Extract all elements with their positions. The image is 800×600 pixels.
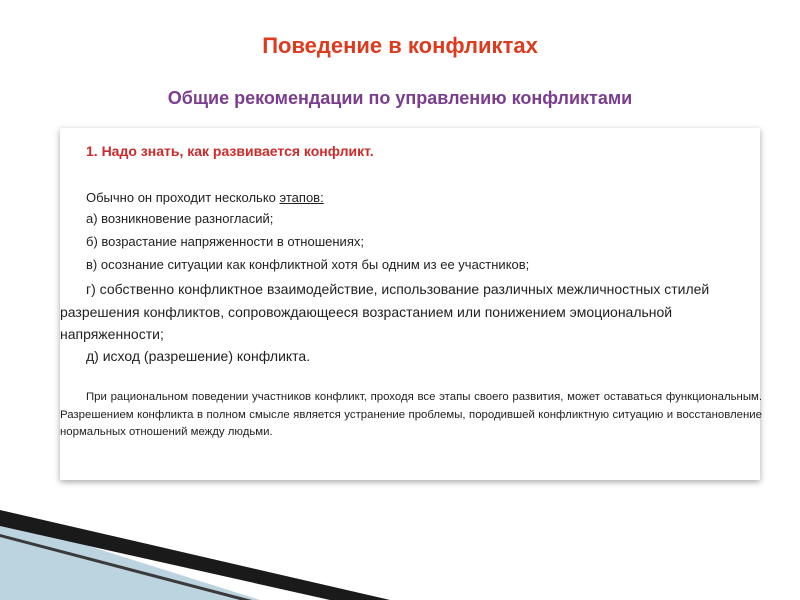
stage-e: д) исход (разрешение) конфликта. xyxy=(86,348,311,364)
stage-d: г) собственно конфликтное взаимодействие, использование различных межличностных стилей разрешения конфликтов, сопровождающееся возрастанием или понижением эмоциональной напряженности; xyxy=(60,281,710,342)
decorative-swoosh xyxy=(0,490,800,600)
conclusion-note: При рациональном поведении участников конфликт, проходя все этапы своего развития, может оставаться функциональным. Разрешением конфликта в полном смысле является устранение проблемы, породившей конфликтную ситуацию и восстановление нормальных отношений между людьми. xyxy=(60,391,762,438)
slide-subtitle: Общие рекомендации по управлению конфликтами xyxy=(167,88,633,108)
stage-b: б) возрастание напряженности в отношениях; xyxy=(86,234,364,249)
point-heading: 1. Надо знать, как развивается конфликт. xyxy=(86,143,374,159)
stages-intro xyxy=(86,189,324,206)
stage-c: в) осознание ситуации как конфликтной хотя бы одним из ее участников; xyxy=(86,257,530,272)
slide-title: Поведение в конфликтах xyxy=(262,33,538,58)
stages-intro-text: Обычно он проходит несколько xyxy=(86,190,280,205)
stages-intro-underlined: этапов: xyxy=(279,190,324,205)
stage-a: а) возникновение разногласий; xyxy=(86,211,274,226)
